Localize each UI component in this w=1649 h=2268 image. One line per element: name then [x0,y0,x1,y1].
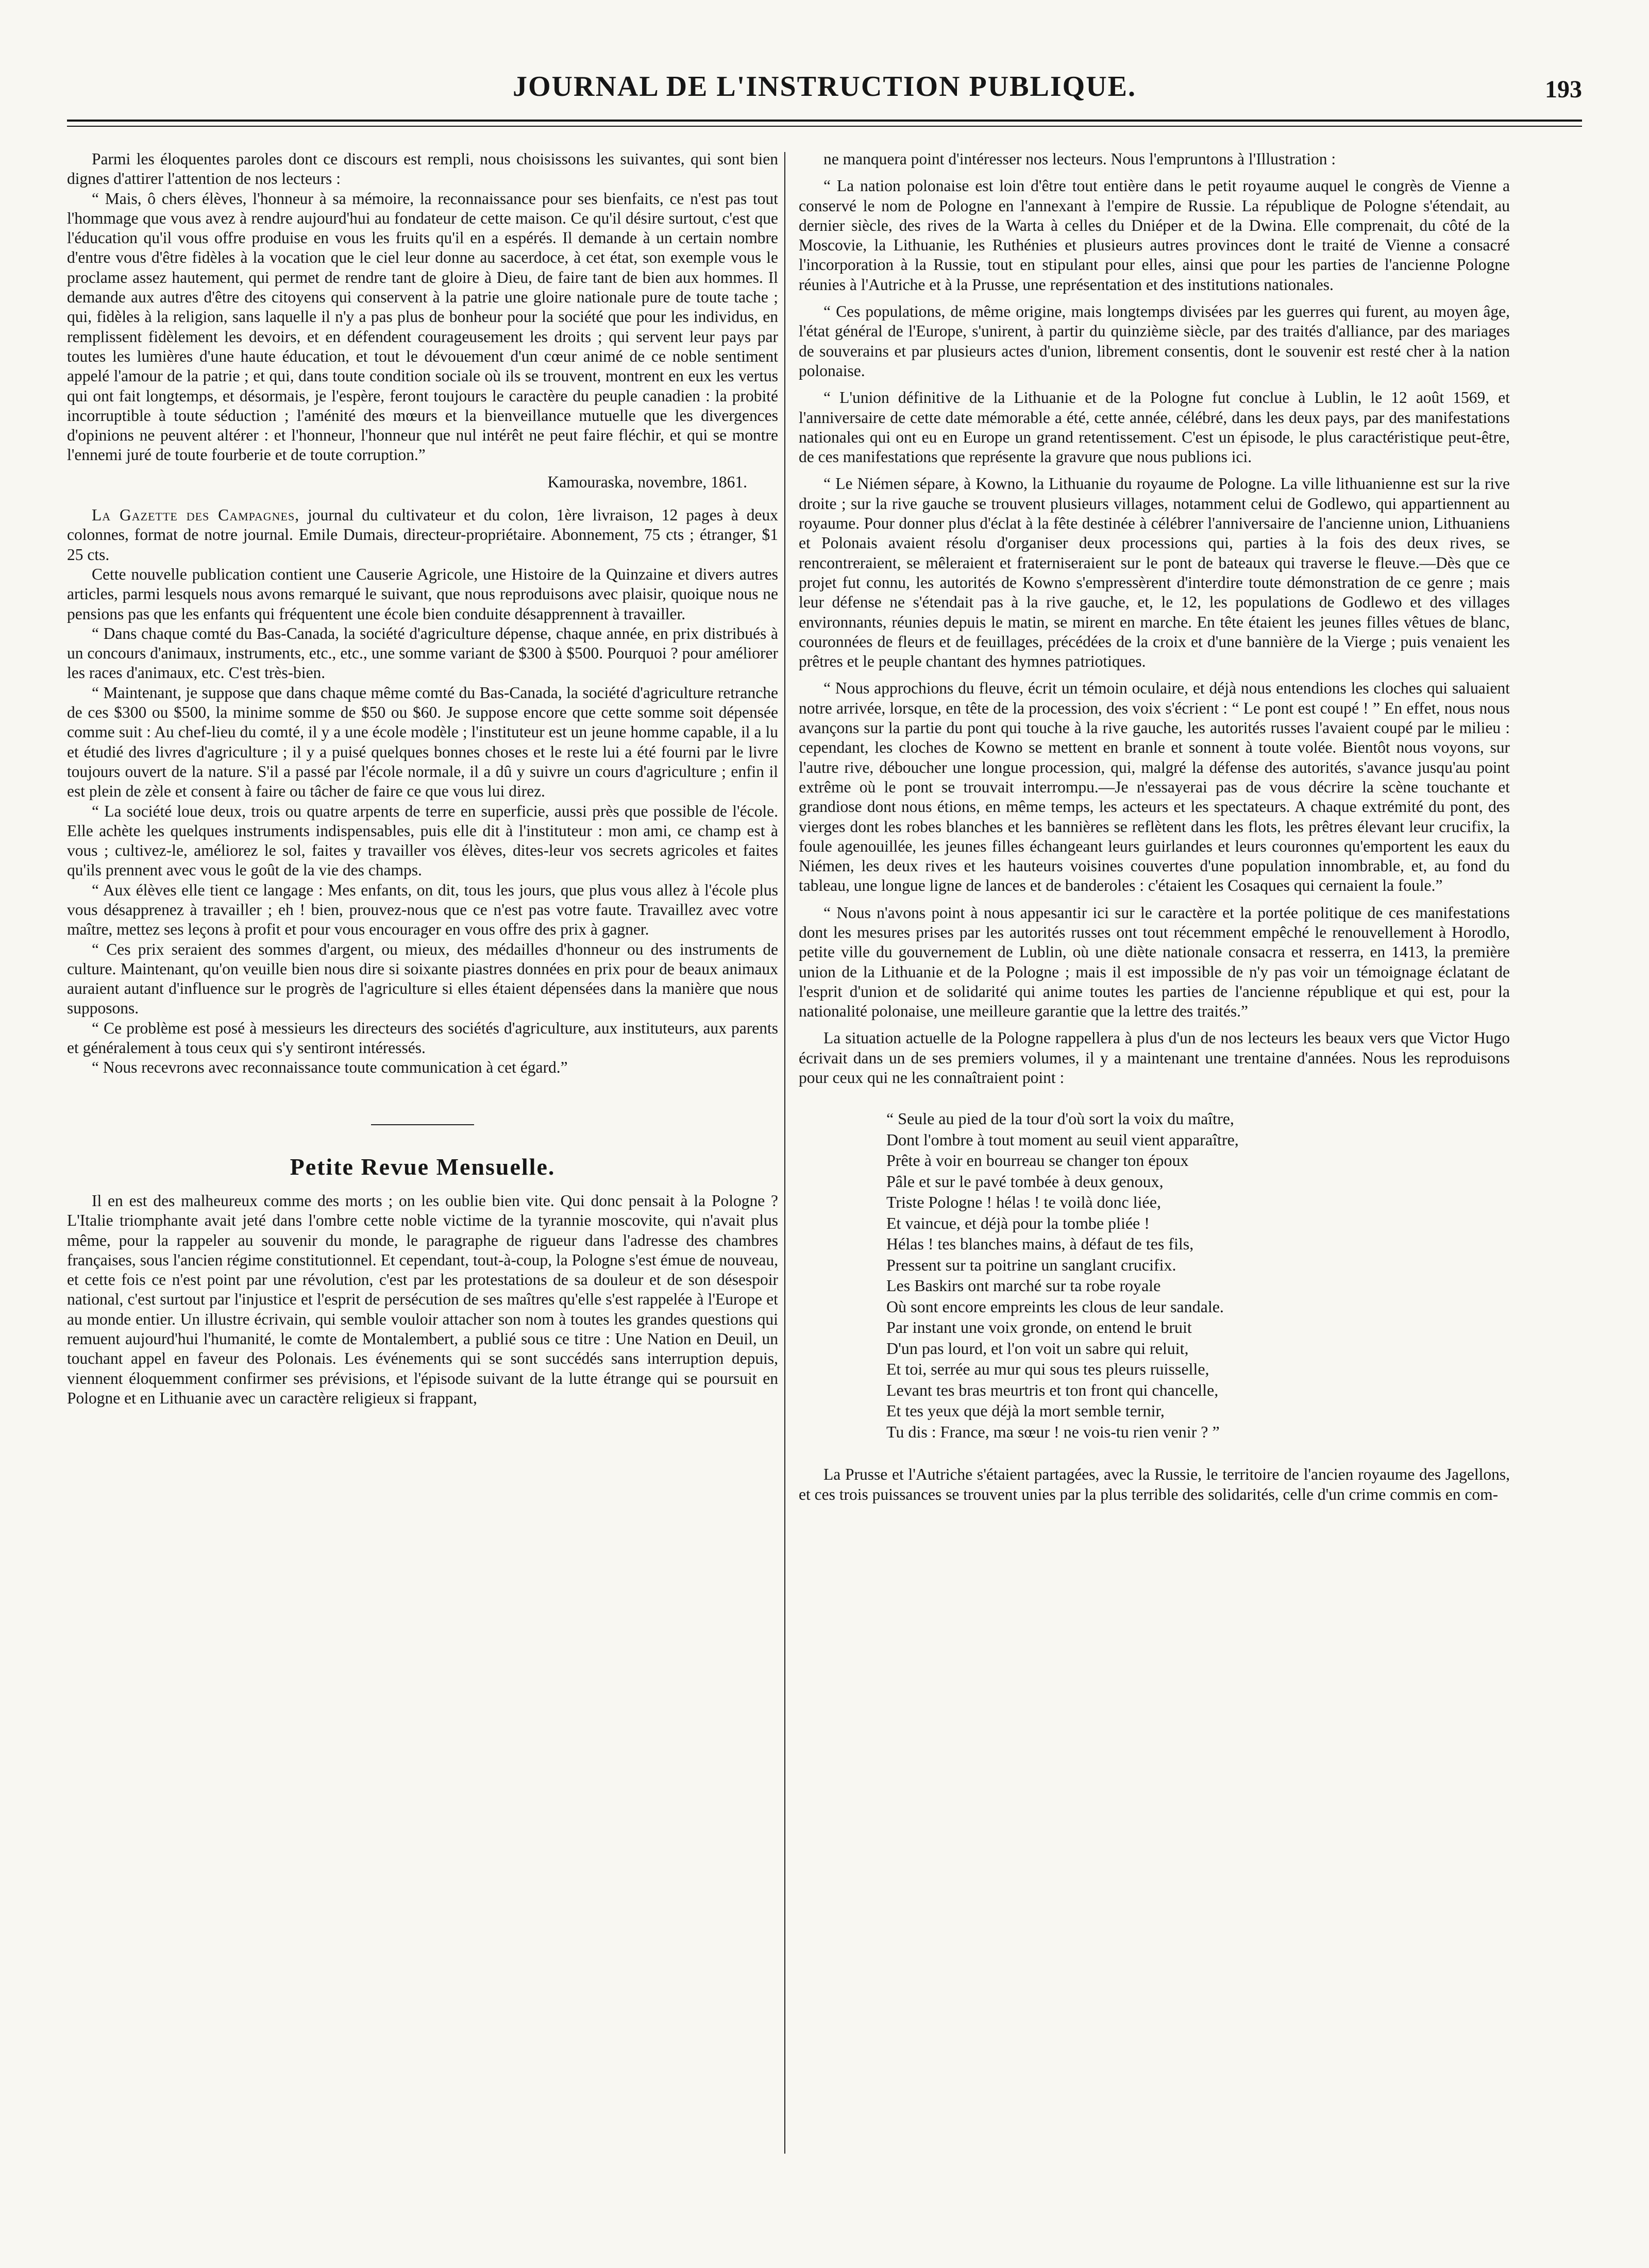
poem-line: D'un pas lourd, et l'on voit un sabre qui reluit, [886,1339,1189,1358]
quoted-speech: “ Mais, ô chers élèves, l'honneur à sa mémoire, la reconnaissance pour ses bienfaits, ce n'est pas tout l'hommage que vous avez à rendre aujourd'hui au fondateur de cette maison. Ce qu'il désire surtout, c'est que l'éducation qu'il vous offre produise en vous les fruits qu'il en a espérés. Il demande à un certain nombre d'entre vous d'être fidèles à la vocation que le ciel leur donne au sacerdoce, à cet état, son exemple vous le proclame assez hautement, qui permet de rendre tant de gloire à Dieu, de faire tant de bien aux hommes. Il demande aux autres d'être des citoyens qui conservent à la patrie une gloire nationale pure de toute tache ; qui, fidèles à la religion, sans laquelle il n'y a pas plus de bonheur pour la société que pour les individus, en remplissent fidèlement les devoirs, et en défendent courageusement les droits ; qui servent leur pays par toutes les lumières d'une haute éducation, et tout le dévouement d'un cœur animé de ce noble sentiment appelé l'amour de la patrie ; et qui, dans toute condition sociale où ils se trouvent, montrent en eux les vertus qui ont fait longtemps, et désormais, je l'espère, feront toujours le caractère du peuple canadien : la probité incorruptible à toute séduction ; l'aménité des mœurs et la bienveillance mutuelle que les divergences d'opinions ne peuvent altérer : et l'honneur, l'honneur que nul intérêt ne peut faire fléchir, et qui se montre l'ennemi juré de toute fourberie et de toute corruption.” [67,189,778,464]
poem [886,1108,1510,1442]
poem-line: Les Baskirs ont marché sur ta robe royale [886,1276,1161,1295]
poem-line: Et toi, serrée au mur qui sous tes pleurs ruisselle, [886,1360,1209,1379]
gazette-paragraph: “ Ce problème est posé à messieurs les directeurs des sociétés d'agriculture, aux instituteurs, aux parents et généralement à tous ceux qui s'y sentiront intéressés. [67,1019,778,1057]
gazette-intro-text: journal du cultivateur et du colon, 1ère livraison, 12 pages à deux colonnes, format de notre journal. Emile Dumais, directeur-propriétaire. Abonnement, 75 cts ; étranger, $1 25 cts. [67,506,778,564]
gazette-paragraph: “ La société loue deux, trois ou quatre arpents de terre en superficie, aussi près que possible de l'école. Elle achète les quelques instruments indispensables, puis elle dit à l'instituteur : mon ami, ce champ est à vous ; cultivez-le, améliorez le sol, faites y travailler vos élèves, dites-leur vos secrets agricoles et faites qu'ils prennent avec vous le goût de la vie des champs. [67,802,778,879]
article-paragraph: “ Ces populations, de même origine, mais longtemps divisées par les guerres qui furent, au moyen âge, l'état général de l'Europe, s'unirent, à partir du quinzième siècle, par des traités d'alliance, par des mariages de souverains et par plusieurs actes d'union, librement consentis, dont le souvenir est resté cher à la nation polonaise. [799,302,1510,380]
left-column [67,149,778,1408]
poem-line: Où sont encore empreints les clous de leur sandale. [886,1297,1224,1316]
poem-line: Pressent sur ta poitrine un sanglant crucifix. [886,1255,1176,1274]
poem-line: Triste Pologne ! hélas ! te voilà donc liée, [886,1193,1161,1212]
gazette-paragraph: “ Dans chaque comté du Bas-Canada, la société d'agriculture dépense, chaque année, en prix distribués à un concours d'animaux, instruments, etc., etc., une somme variant de $300 à $500. Pourquoi ? pour améliorer les races d'animaux, etc. C'est très-bien. [67,624,778,682]
column-divider [784,152,785,2154]
gazette-paragraph: “ Maintenant, je suppose que dans chaque même comté du Bas-Canada, la société d'agriculture retranche de ces $300 ou $500, la minime somme de $50 ou $60. Je suppose encore que cette somme soit dépensée comme suit : Au chef-lieu du comté, il y a une école modèle ; l'instituteur est un jeune homme capable, il a lu et étudié des livres d'agriculture ; il y a puisé quelques bonnes choses et le reste lui a été fourni par le livre toujours ouvert de la nature. S'il a passé par l'école normale, il a dû y suivre un cours d'agriculture ; enfin il est plein de zèle et consent à faire ou tâcher de faire ce que vous lui direz. [67,683,778,801]
article-paragraph: La situation actuelle de la Pologne rappellera à plus d'un de nos lecteurs les beaux vers que Victor Hugo écrivait dans un de ses premiers volumes, il y a maintenant une trentaine d'années. Nous les reproduisons pour ceux qui ne les connaîtraient point : [799,1029,1510,1087]
article-paragraph: “ Nous approchions du fleuve, écrit un témoin oculaire, et déjà nous entendions les cloches qui saluaient notre arrivée, lorsque, en tête de la procession, des voix s'écrient : “ Le pont est coupé ! ” En effet, nous nous avançons sur la partie du pont qui touche à la rive gauche, les autorités russes l'avaient coupé par le milieu : cependant, les cloches de Kowno se mettent en branle et sonnent à toute volée. Bientôt nous voyons, sur l'autre rive, déboucher une longue procession, qui, malgré la défense des autorités, s'avance jusqu'au point extrême où le pont se trouvait interrompu.—Je n'essayerai pas de vous décrire la scène touchante et grandiose dont nous étions, en même temps, les acteurs et les spectateurs. A chaque extrémité du pont, des vierges dont les robes blanches et les bannières se reflètent dans les flots, les prêtres élevant leur crucifix, la foule agenouillée, les jeunes filles échangeant leurs guirlandes et leurs couronnes qu'emportent les eaux du Niémen, les deux rives et les hauteurs voisines couvertes d'une population innombrable, et, au fond du tableau, une longue ligne de lances et de banderoles : c'étaient les Cosaques qui cernaient la foule.” [799,679,1510,895]
poem-line: Hélas ! tes blanches mains, à défaut de tes fils, [886,1234,1194,1254]
intro-paragraph: Parmi les éloquentes paroles dont ce discours est rempli, nous choisissons les suivantes, qui sont bien dignes d'attirer l'attention de nos lecteurs : [67,150,778,188]
gazette-paragraph: “ Ces prix seraient des sommes d'argent, ou mieux, des médailles d'honneur ou des instruments de culture. Maintenant, qu'on veuille bien nous dire si soixante piastres données en prix pour de beaux animaux auraient autant d'influence sur le progrès de l'agriculture si elles étaient dépensées dans la manière que nous supposons. [67,940,778,1018]
poem-line: Dont l'ombre à tout moment au seuil vient apparaître, [886,1130,1239,1149]
poem-line: Et tes yeux que déjà la mort semble ternir, [886,1401,1165,1420]
gazette-paragraph: “ Aux élèves elle tient ce langage : Mes enfants, on dit, tous les jours, que plus vous allez à l'école plus vous désapprenez à travailler ; eh ! bien, prouvez-nous que ce n'est pas votre faute. Travaillez avec votre maître, mettez ses leçons à profit et pour vous encourager en vous offre des prix à gagner. [67,881,778,939]
poem-line: Et vaincue, et déjà pour la tombe pliée ! [886,1213,1150,1232]
poem-line: Prête à voir en bourreau se changer ton époux [886,1151,1189,1170]
article-paragraph: “ Le Niémen sépare, à Kowno, la Lithuanie du royaume de Pologne. La ville lithuanienne est sur la rive droite ; sur la rive gauche se trouvent plusieurs villages, notamment celui de Godlewo, qui appartiennent au royaume. Pour donner plus d'éclat à la fête destinée à célébrer l'anniversaire de l'ancienne union, Lithuaniens et Polonais avaient résolu d'organiser deux processions qui, parties à la fois des deux rives, se rencontreraient, se mêleraient et fraterniseraient sur le pont de bateaux qui traverse le fleuve.—Dès que ce projet fut connu, les autorités de Kowno s'empressèrent d'interdire toute démonstration de ce genre ; mais leur défense ne s'étendait pas à la rive gauche, et, le 12, les populations de Godlewo et des villages environnants, réunies depuis le matin, se mirent en marche. En tête étaient les jeunes filles vêtues de blanc, couronnées de fleurs et de feuillages, précédées de la croix et d'une bannière de la Vierge ; puis venaient les prêtres et le peuple chantant des hymnes patriotiques. [799,475,1510,671]
gazette-title: La Gazette des Campagnes, [92,506,300,524]
dateline: Kamouraska, novembre, 1861. [547,472,747,491]
section-separator [371,1124,474,1125]
section-title: Petite Revue Mensuelle. [290,1153,556,1180]
closing-paragraph: La Prusse et l'Autriche s'étaient partagées, avec la Russie, le territoire de l'ancien royaume des Jagellons, et ces trois puissances se trouvent unies par la plus terrible des solidarités, celle d'un crime commis en com- [799,1465,1510,1503]
page-number: 193 [1545,76,1582,103]
revue-paragraph: Il en est des malheureux comme des morts ; on les oublie bien vite. Qui donc pensait à la Pologne ? L'Italie triomphante avait jeté dans l'ombre cette noble victime de la tyrannie moscovite, qui n'avait plus même, pour la rappeler au souvenir du monde, le paragraphe de rigueur dans l'adresse des chambres françaises, sous l'ancien régime constitutionnel. Et cependant, tout-à-coup, la Pologne s'est émue de nouveau, et cette fois ce n'est point par une révolution, c'est par les protestations de sa douleur et de son désespoir national, c'est surtout par l'injustice et l'esprit de persécution de ses maîtres qu'elle s'est rappelée à l'Europe et au monde entier. Un illustre écrivain, qui semble vouloir attacher son nom à toutes les grandes questions qui remuent aujourd'hui l'humanité, le comte de Montalembert, a publié sous ce titre : Une Nation en Deuil, un touchant appel en faveur des Polonais. Les événements qui se sont succédés sans interruption depuis, viennent éloquemment confirmer ses prévisions, et l'épisode suivant de la lutte étrange qui se poursuit en Pologne et en Lithuanie avec un caractère religieux si frappant, [67,1191,778,1407]
journal-title: JOURNAL DE L'INSTRUCTION PUBLIQUE. [513,71,1136,103]
gazette-paragraph: Cette nouvelle publication contient une Causerie Agricole, une Histoire de la Quinzaine et divers autres articles, parmi lesquels nous avons remarqué le suivant, que nous reproduisons avec plaisir, quoique nous ne pensions pas que les enfants qui fréquentent une école bien conduite désapprennent à travailler. [67,565,778,623]
gazette-paragraph: “ Nous recevrons avec reconnaissance toute communication à cet égard.” [92,1058,568,1077]
article-paragraph: “ L'union définitive de la Lithuanie et de la Pologne fut conclue à Lublin, le 12 août 1569, et l'anniversaire de cette date mémorable a été, cette année, célébré, dans les deux pays, par des manifestations nationales qui ont eu en Europe un grand retentissement. C'est un épisode, le plus caractéristique peut-être, de ces manifestations que représente la gravure que nous publions ici. [799,388,1510,466]
poem-line: Par instant une voix gronde, on entend le bruit [886,1318,1192,1337]
gazette-intro [67,505,778,565]
header-rule [67,120,1582,127]
page-header [67,70,1582,116]
poem-line: Tu dis : France, ma sœur ! ne vois-tu rien venir ? ” [886,1422,1220,1441]
continuation-paragraph: ne manquera point d'intéresser nos lecteurs. Nous l'empruntons à l'Illustration : [823,150,1336,168]
poem-line: “ Seule au pied de la tour d'où sort la voix du maître, [886,1109,1234,1128]
poem-line: Levant tes bras meurtris et ton front qui chancelle, [886,1380,1219,1399]
article-paragraph: “ La nation polonaise est loin d'être tout entière dans le petit royaume auquel le congrès de Vienne a conservé le nom de Pologne en l'annexant à l'empire de Russie. La république de Pologne s'étendait, au dernier siècle, des rives de la Warta à celles du Dniéper et de la Dwina. Elle comprenait, du côté de la Moscovie, la Lithuanie, les Ruthénies et plusieurs autres provinces dont le traité de Vienne a consacré l'incorporation à la Russie, tout en stipulant pour elles, ainsi que pour les parties de l'ancienne Pologne réunies à l'Autriche et à la Prusse, une représentation et des institutions nationales. [799,177,1510,294]
poem-line: Pâle et sur le pavé tombée à deux genoux, [886,1172,1164,1191]
right-column [799,149,1510,1504]
article-paragraph: “ Nous n'avons point à nous appesantir ici sur le caractère et la portée politique de ces manifestations dont les mesures prises par les autorités russes ont tout récemment empêché le renouvellement à Horodlo, petite ville du gouvernement de Lublin, où une diète nationale consacra et resserra, en 1413, la première union de la Lithuanie et de la Pologne ; mais il est impossible de n'y pas voir un témoignage éclatant de l'esprit d'union et de solidarité qui anime toutes les parties de l'ancienne république et qui est, pour la nationalité polonaise, une meilleure garantie que la lettre des traités.” [799,903,1510,1021]
